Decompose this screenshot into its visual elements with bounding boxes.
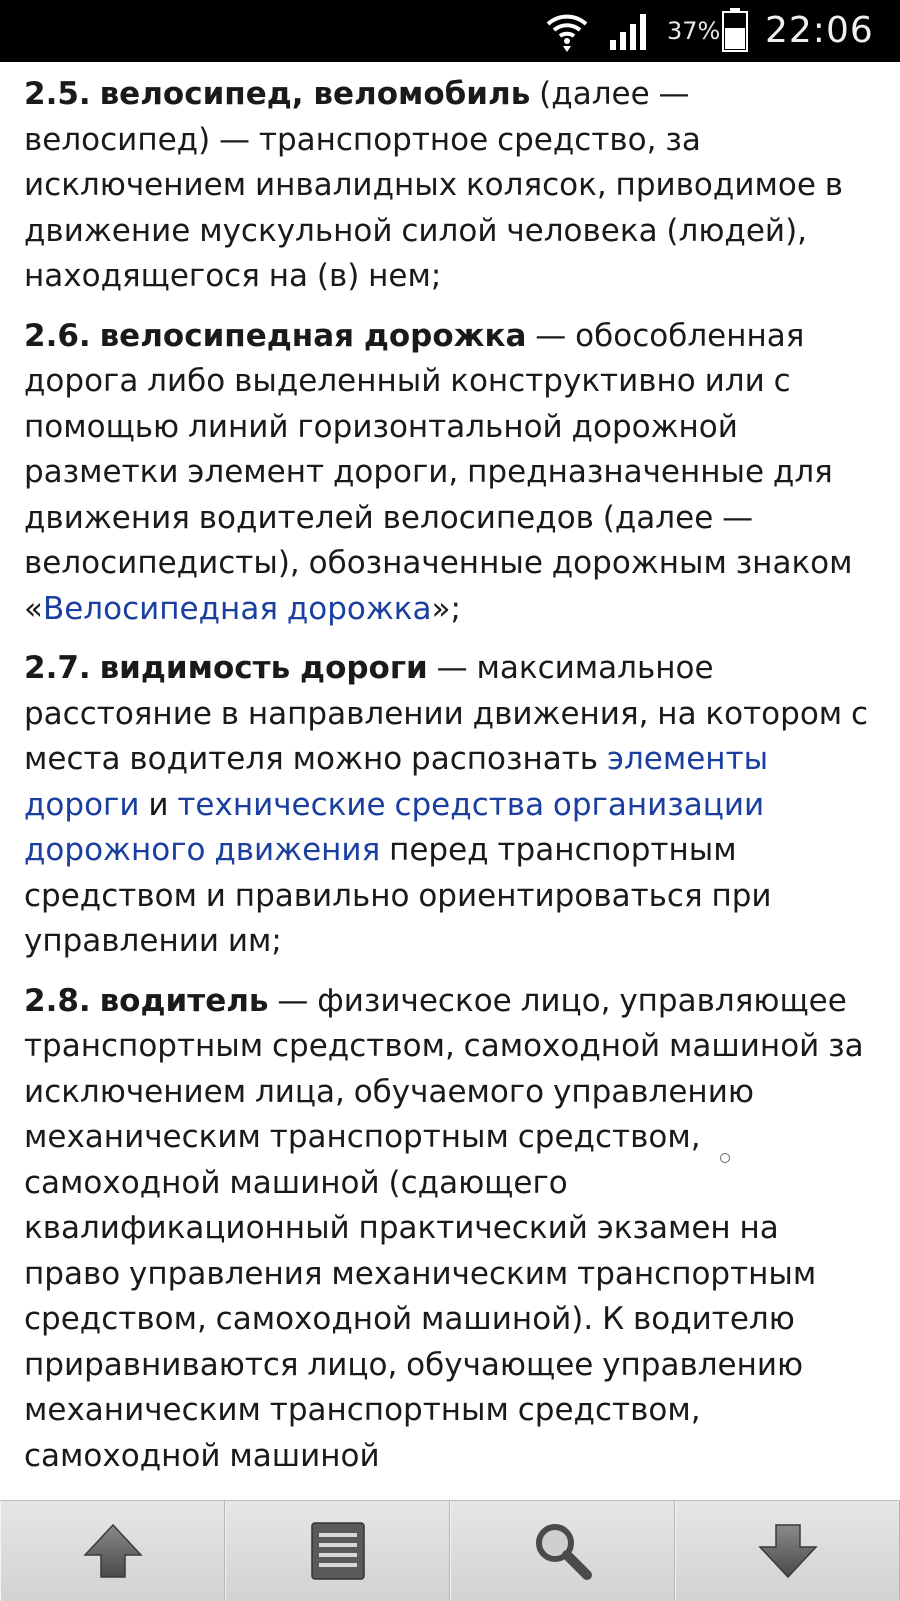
scroll-down-button[interactable] [675,1501,900,1601]
bottom-toolbar [0,1500,900,1601]
paragraph-text: (далее — велосипед) — транспортное средство, за исключением инвалидных колясок, приводимое в движение мускульной силой человека (людей), находящегося на (в) нем; [24,76,844,294]
term-bold: видимость дороги [99,650,428,686]
search-button[interactable] [450,1501,675,1601]
paragraph-text: »; [431,590,461,627]
term-bold: велосипедная дорожка [99,317,527,354]
clause-number: 2.6. [24,317,91,354]
contents-list-icon [302,1515,374,1587]
paragraph-text: — обособленная дорога либо выделенный конструктивно или с помощью линий горизонтальной дорожной разметки элемент дороги, предназначенные для движения водителей велосипедов (далее — велосипедисты), обозначенные дорожным знаком « [24,317,853,627]
paragraph-text: перед транспортным средством и правильно ориентироваться при управлении им; [24,832,772,959]
clause-number: 2.8. [24,982,91,1019]
arrow-up-icon [77,1515,149,1587]
contents-button[interactable] [225,1501,450,1601]
clock: 22:06 [765,10,874,51]
scroll-up-button[interactable] [0,1501,225,1601]
paragraph-text: — максимальное расстояние в направлении движения, на котором с места водителя можно распознать [24,650,869,777]
paragraph-2-6 [24,314,880,633]
link-bicycle-path-sign[interactable]: Велосипедная дорожка [42,590,432,627]
paragraph-2-7 [24,646,880,965]
clause-number: 2.5. [24,76,91,112]
wifi-icon [544,8,590,54]
link-traffic-control-devices[interactable]: технические средства организации дорожного движения [24,786,765,868]
scroll-indicator [720,1153,730,1163]
document-content [24,72,880,1502]
paragraph-text: — физическое лицо, управляющее транспортным средством, самоходной машиной за исключением лица, обучаемого управлению механическим транспортным средством, самоходной машиной (сдающего квалификационный практический экзамен на право управления механическим транспортным средством, самоходной машиной). К водителю приравниваются лицо, обучающее управлению механическим транспортным средством, самоходной машиной [24,982,864,1474]
link-road-elements[interactable]: элементы дороги [24,741,769,823]
paragraph-2-5 [24,72,880,300]
paragraph-2-8 [24,979,880,1480]
clause-number: 2.7. [24,650,91,686]
signal-icon [608,12,654,50]
paragraph-text: и [139,786,178,823]
battery-percent: 37% [667,17,721,45]
term-bold: водитель [99,982,269,1019]
battery-icon [722,8,748,52]
search-icon [527,1515,599,1587]
term-bold: велосипед, веломобиль [99,76,531,112]
arrow-down-icon [752,1515,824,1587]
status-bar [0,0,900,62]
